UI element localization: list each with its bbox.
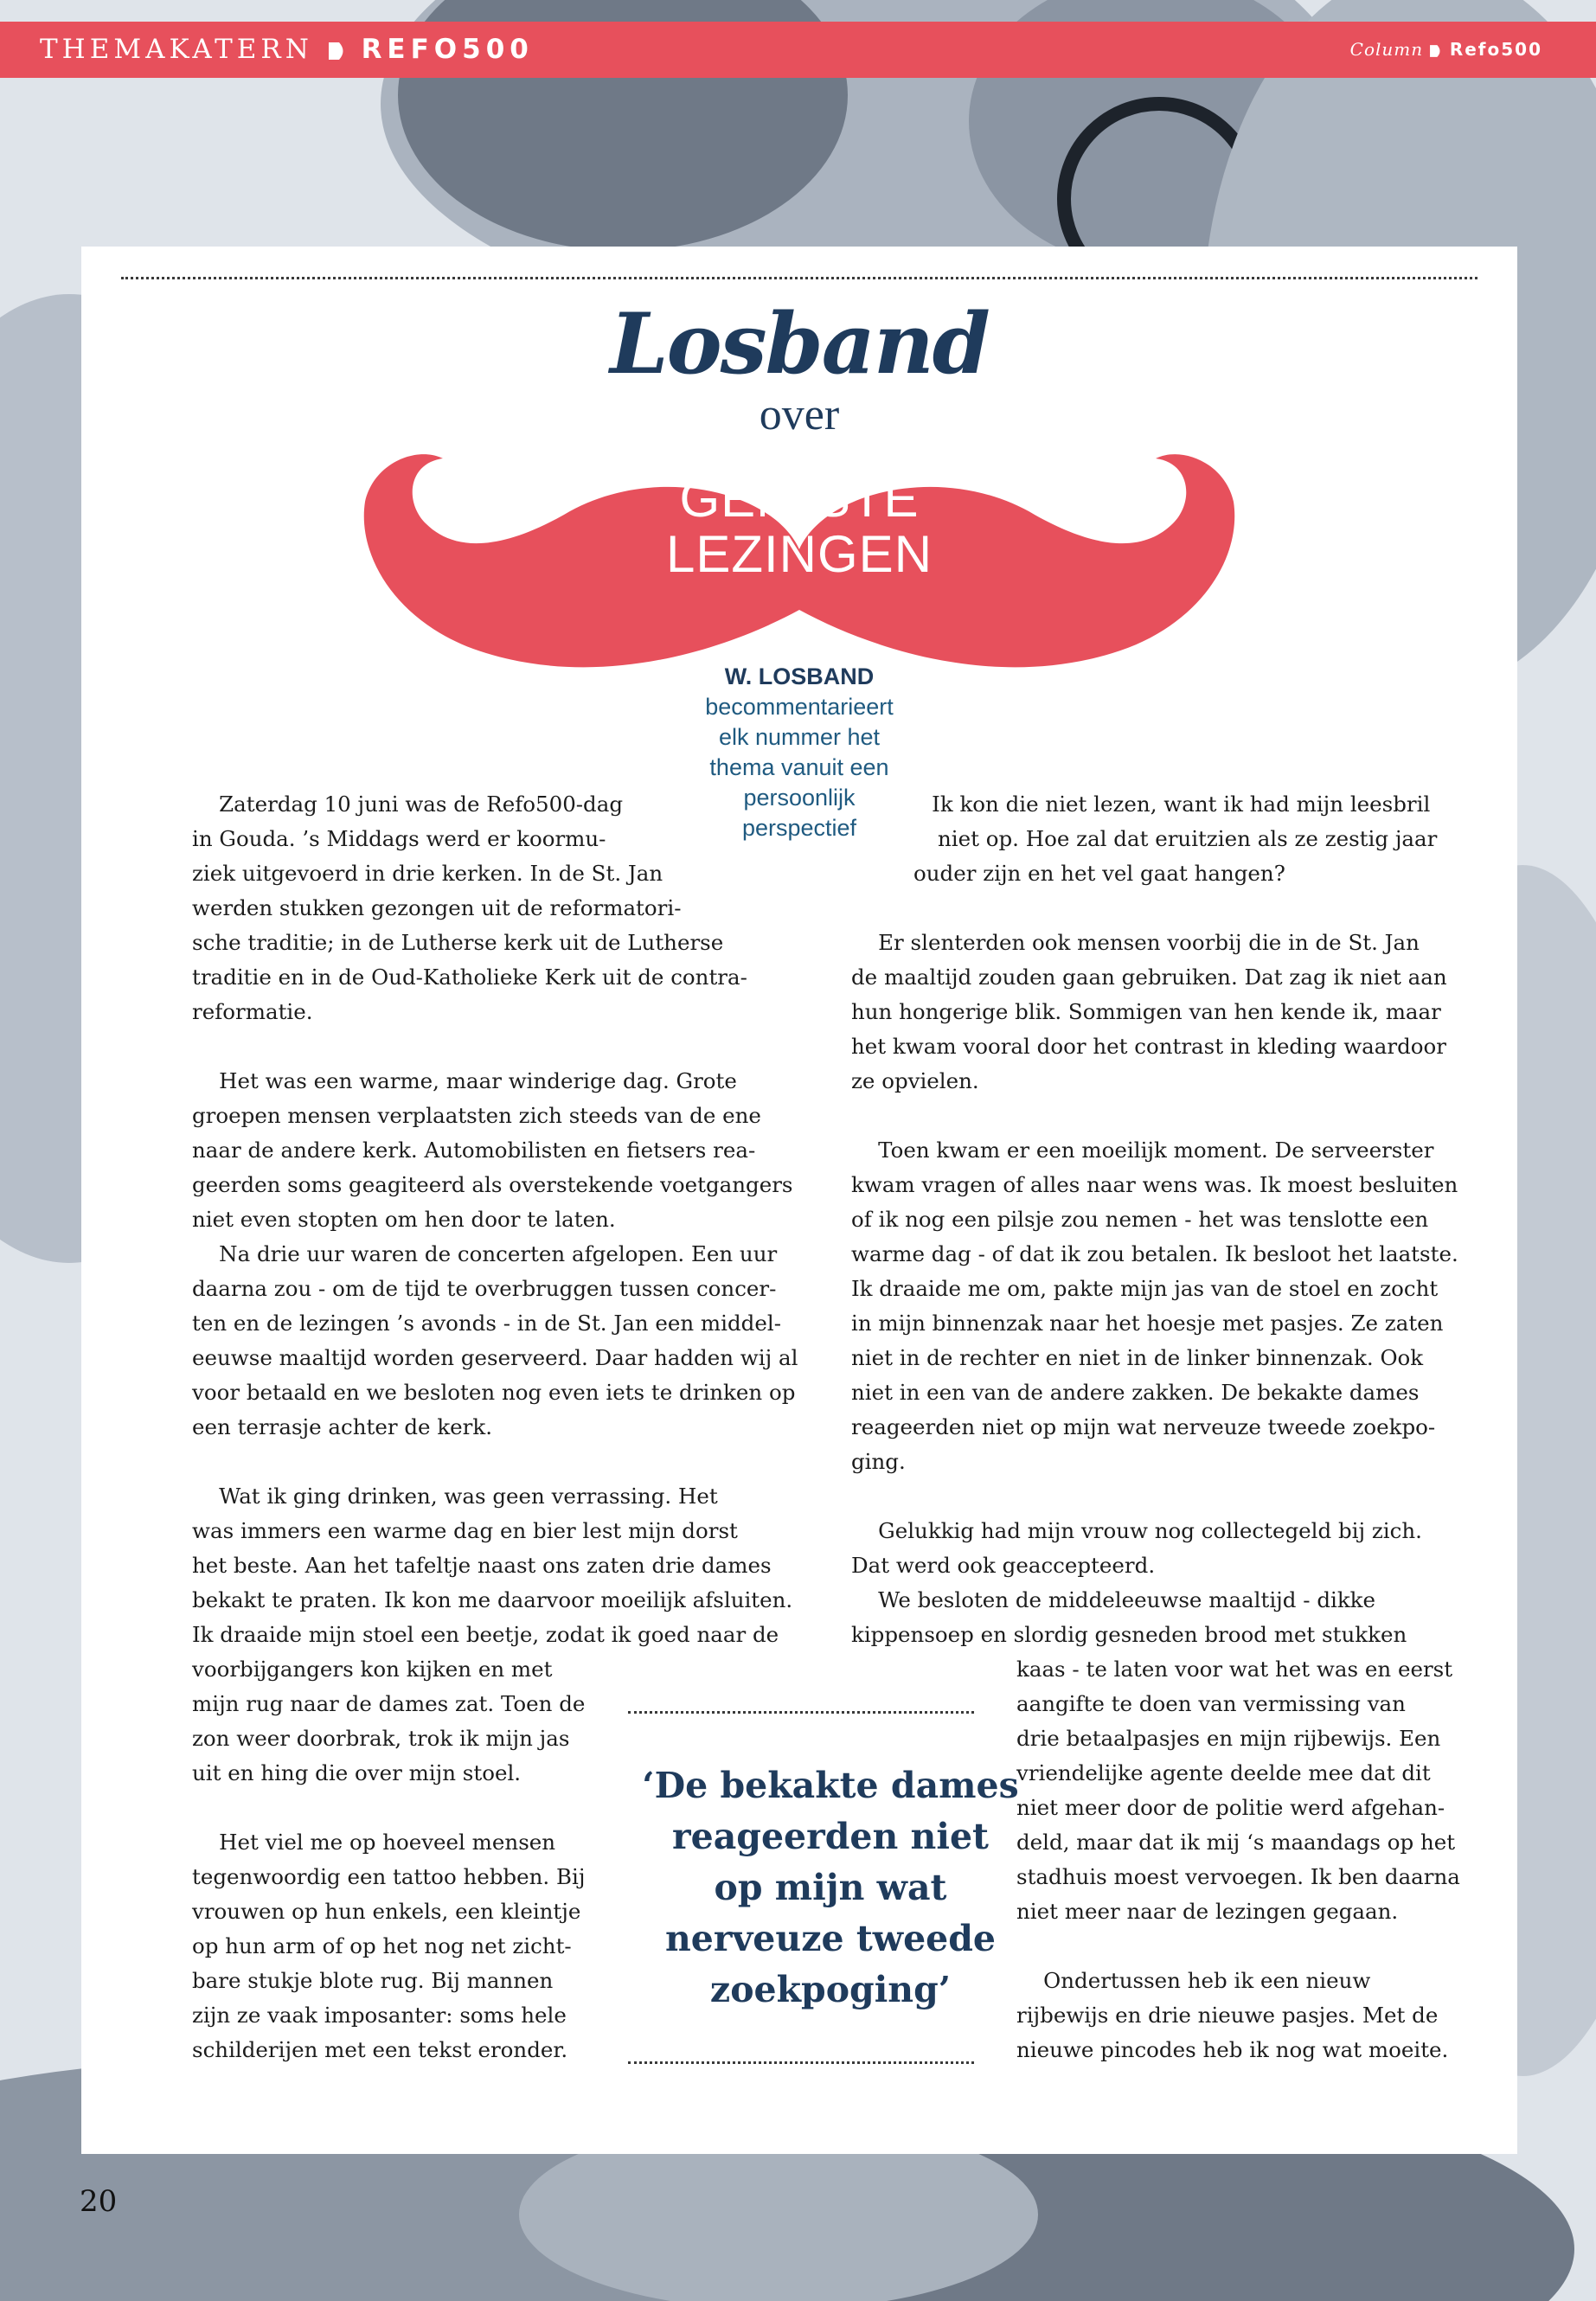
text-line: reageerden niet op mijn wat nerveuze tweede zoekpo-	[851, 1414, 1436, 1439]
text-line: ouder zijn en het vel gaat hangen?	[913, 861, 1285, 886]
section-label: THEMAKATERN	[40, 34, 313, 65]
byline-line: elk nummer het	[718, 724, 881, 750]
quote-dotted-rule-bottom	[628, 2061, 974, 2064]
text-line: Dat werd ook geaccepteerd.	[851, 1553, 1156, 1578]
text-line: ziek uitgevoerd in drie kerken. In de St. Jan	[192, 861, 663, 886]
text-line: uit en hing die over mijn stoel.	[192, 1760, 522, 1785]
category-label: Column	[1349, 39, 1424, 60]
pull-quote	[618, 1760, 1043, 2016]
byline-line: becommentarieert	[705, 694, 894, 720]
text-line: het beste. Aan het tafeltje naast ons zaten drie dames	[192, 1553, 772, 1578]
header-left	[40, 34, 534, 65]
text-line: Ik kon die niet lezen, want ik had mijn leesbril	[905, 792, 1431, 817]
page-number: 20	[80, 2184, 118, 2219]
header-bar	[0, 22, 1596, 78]
category-series-label: Refo500	[1449, 39, 1542, 60]
text-line: Ik draaide me om, pakte mijn jas van de stoel en zocht	[851, 1276, 1439, 1301]
text-line: Wat ik ging drinken, was geen verrassing. Het	[192, 1484, 718, 1509]
left-column-top	[192, 787, 798, 1652]
text-line: We besloten de middeleeuwse maaltijd - dikke	[851, 1587, 1376, 1612]
text-line: Gelukkig had mijn vrouw nog collectegeld bij zich.	[851, 1518, 1422, 1543]
text-line: schilderijen met een tekst eronder.	[192, 2037, 568, 2062]
text-line: kwam vragen of alles naar wens was. Ik moest besluiten	[851, 1172, 1458, 1197]
text-line: traditie en in de Oud-Katholieke Kerk uit de contra-	[192, 965, 747, 990]
text-line: een terrasje achter de kerk.	[192, 1414, 493, 1439]
text-line: was immers een warme dag en bier lest mijn dorst	[192, 1518, 738, 1543]
text-line: bare stukje blote rug. Bij mannen	[192, 1968, 554, 1993]
text-line: naar de andere kerk. Automobilisten en fietsers rea-	[192, 1138, 756, 1163]
text-line: op hun arm of op het nog net zicht-	[192, 1933, 572, 1958]
article-card	[81, 247, 1517, 2154]
right-column-mid	[851, 926, 1458, 1652]
text-line: niet meer door de politie werd afgehan-	[1016, 1795, 1445, 1820]
pull-quote-line: zoekpoging’	[709, 1969, 952, 2010]
text-line: vrouwen op hun enkels, een kleintje	[192, 1899, 581, 1924]
topic-heading	[81, 471, 1517, 582]
text-line: hun hongerige blik. Sommigen van hen kende ik, maar	[851, 999, 1441, 1024]
byline-line: thema vanuit een	[709, 754, 889, 780]
text-line: niet op. Hoe zal dat eruitzien als ze zestig jaar	[938, 826, 1438, 851]
arrow-icon	[326, 40, 349, 62]
text-line: eeuwse maaltijd worden geserveerd. Daar hadden wij al	[192, 1345, 798, 1370]
text-line: Er slenterden ook mensen voorbij die in de St. Jan	[851, 930, 1420, 955]
text-line: mijn rug naar de dames zat. Toen de	[192, 1691, 586, 1716]
text-line: niet even stopten om hen door te laten.	[192, 1207, 616, 1232]
quote-dotted-rule-top	[628, 1711, 974, 1714]
text-line: Ondertussen heb ik een nieuw	[1016, 1968, 1371, 1993]
text-line: kippensoep en slordig gesneden brood met stukken	[851, 1622, 1407, 1647]
series-label: REFO500	[361, 34, 534, 65]
text-line: niet in een van de andere zakken. De bekakte dames	[851, 1380, 1420, 1405]
text-line: ging.	[851, 1449, 906, 1474]
pull-quote-line: nerveuze tweede	[664, 1918, 996, 1959]
arrow-icon	[1428, 43, 1444, 59]
text-line: deld, maar dat ik mij ‘s maandags op het	[1016, 1830, 1456, 1855]
right-column-bottom	[1016, 1652, 1460, 2067]
text-line: Het was een warme, maar winderige dag. Grote	[192, 1068, 737, 1093]
text-line: voorbijgangers kon kijken en met	[192, 1657, 553, 1682]
byline-line: persoonlijk	[743, 785, 856, 811]
text-line: groepen mensen verplaatsten zich steeds van de ene	[192, 1103, 761, 1128]
text-line: Na drie uur waren de concerten afgelopen. Een uur	[192, 1241, 778, 1266]
text-line: aangifte te doen van vermissing van	[1016, 1691, 1406, 1716]
text-line: stadhuis moest vervoegen. Ik ben daarna	[1016, 1864, 1460, 1889]
column-title: Losband	[610, 295, 989, 393]
text-line: ze opvielen.	[851, 1068, 979, 1093]
text-line: tegenwoordig een tattoo hebben. Bij	[192, 1864, 586, 1889]
text-line: bekakt te praten. Ik kon me daarvoor moeilijk afsluiten.	[192, 1587, 793, 1612]
text-line: het kwam vooral door het contrast in kleding waardoor	[851, 1034, 1446, 1059]
text-line: niet in de rechter en niet in de linker binnenzak. Ook	[851, 1345, 1424, 1370]
text-line: werden stukken gezongen uit de reformatori-	[192, 895, 682, 920]
title-over: over	[759, 390, 840, 439]
text-line: drie betaalpasjes en mijn rijbewijs. Een	[1016, 1726, 1441, 1751]
text-line: rijbewijs en drie nieuwe pasjes. Met de	[1016, 2003, 1439, 2028]
pull-quote-line: ‘De bekakte dames	[642, 1765, 1019, 1806]
top-dotted-rule	[121, 277, 1477, 279]
text-line: nieuwe pincodes heb ik nog wat moeite.	[1016, 2037, 1449, 2062]
text-line: geerden soms geagiteerd als overstekende voetgangers	[192, 1172, 793, 1197]
text-line: vriendelijke agente deelde mee dat dit	[1016, 1760, 1431, 1785]
text-line: of ik nog een pilsje zou nemen - het was tenslotte een	[851, 1207, 1429, 1232]
right-column-top	[905, 787, 1438, 891]
text-line: de maaltijd zouden gaan gebruiken. Dat zag ik niet aan	[851, 965, 1447, 990]
text-line: reformatie.	[192, 999, 313, 1024]
text-line: sche traditie; in de Lutherse kerk uit de Lutherse	[192, 930, 724, 955]
header-right	[1350, 39, 1542, 60]
byline-line: perspectief	[741, 815, 857, 841]
text-line: zon weer doorbrak, trok ik mijn jas	[192, 1726, 570, 1751]
text-line: voor betaald en we besloten nog even iets te drinken op	[192, 1380, 796, 1405]
topic-line-1: GEMISTE	[679, 470, 920, 528]
text-line: Toen kwam er een moeilijk moment. De serveerster	[851, 1138, 1434, 1163]
text-line: ten en de lezingen ’s avonds - in de St. Jan een middel-	[192, 1311, 781, 1336]
text-line: zijn ze vaak imposanter: soms hele	[192, 2003, 567, 2028]
text-line: daarna zou - om de tijd te overbruggen tussen concer-	[192, 1276, 777, 1301]
text-line: Het viel me op hoeveel mensen	[192, 1830, 556, 1855]
text-line: kaas - te laten voor wat het was en eerst	[1016, 1657, 1453, 1682]
pull-quote-line: op mijn wat	[714, 1867, 947, 1908]
left-column-bottom	[192, 1652, 585, 2067]
text-line: in Gouda. ’s Middags werd er koormu-	[192, 826, 606, 851]
text-line: niet meer naar de lezingen gegaan.	[1016, 1899, 1399, 1924]
pull-quote-line: reageerden niet	[672, 1816, 989, 1857]
topic-line-2: LEZINGEN	[665, 525, 933, 583]
text-line: Ik draaide mijn stoel een beetje, zodat ik goed naar de	[192, 1622, 779, 1647]
text-line: Zaterdag 10 juni was de Refo500-dag	[192, 792, 624, 817]
author-name: W. LOSBAND	[724, 663, 875, 689]
text-line: warme dag - of dat ik zou betalen. Ik besloot het laatste.	[851, 1241, 1458, 1266]
text-line: in mijn binnenzak naar het hoesje met pasjes. Ze zaten	[851, 1311, 1444, 1336]
